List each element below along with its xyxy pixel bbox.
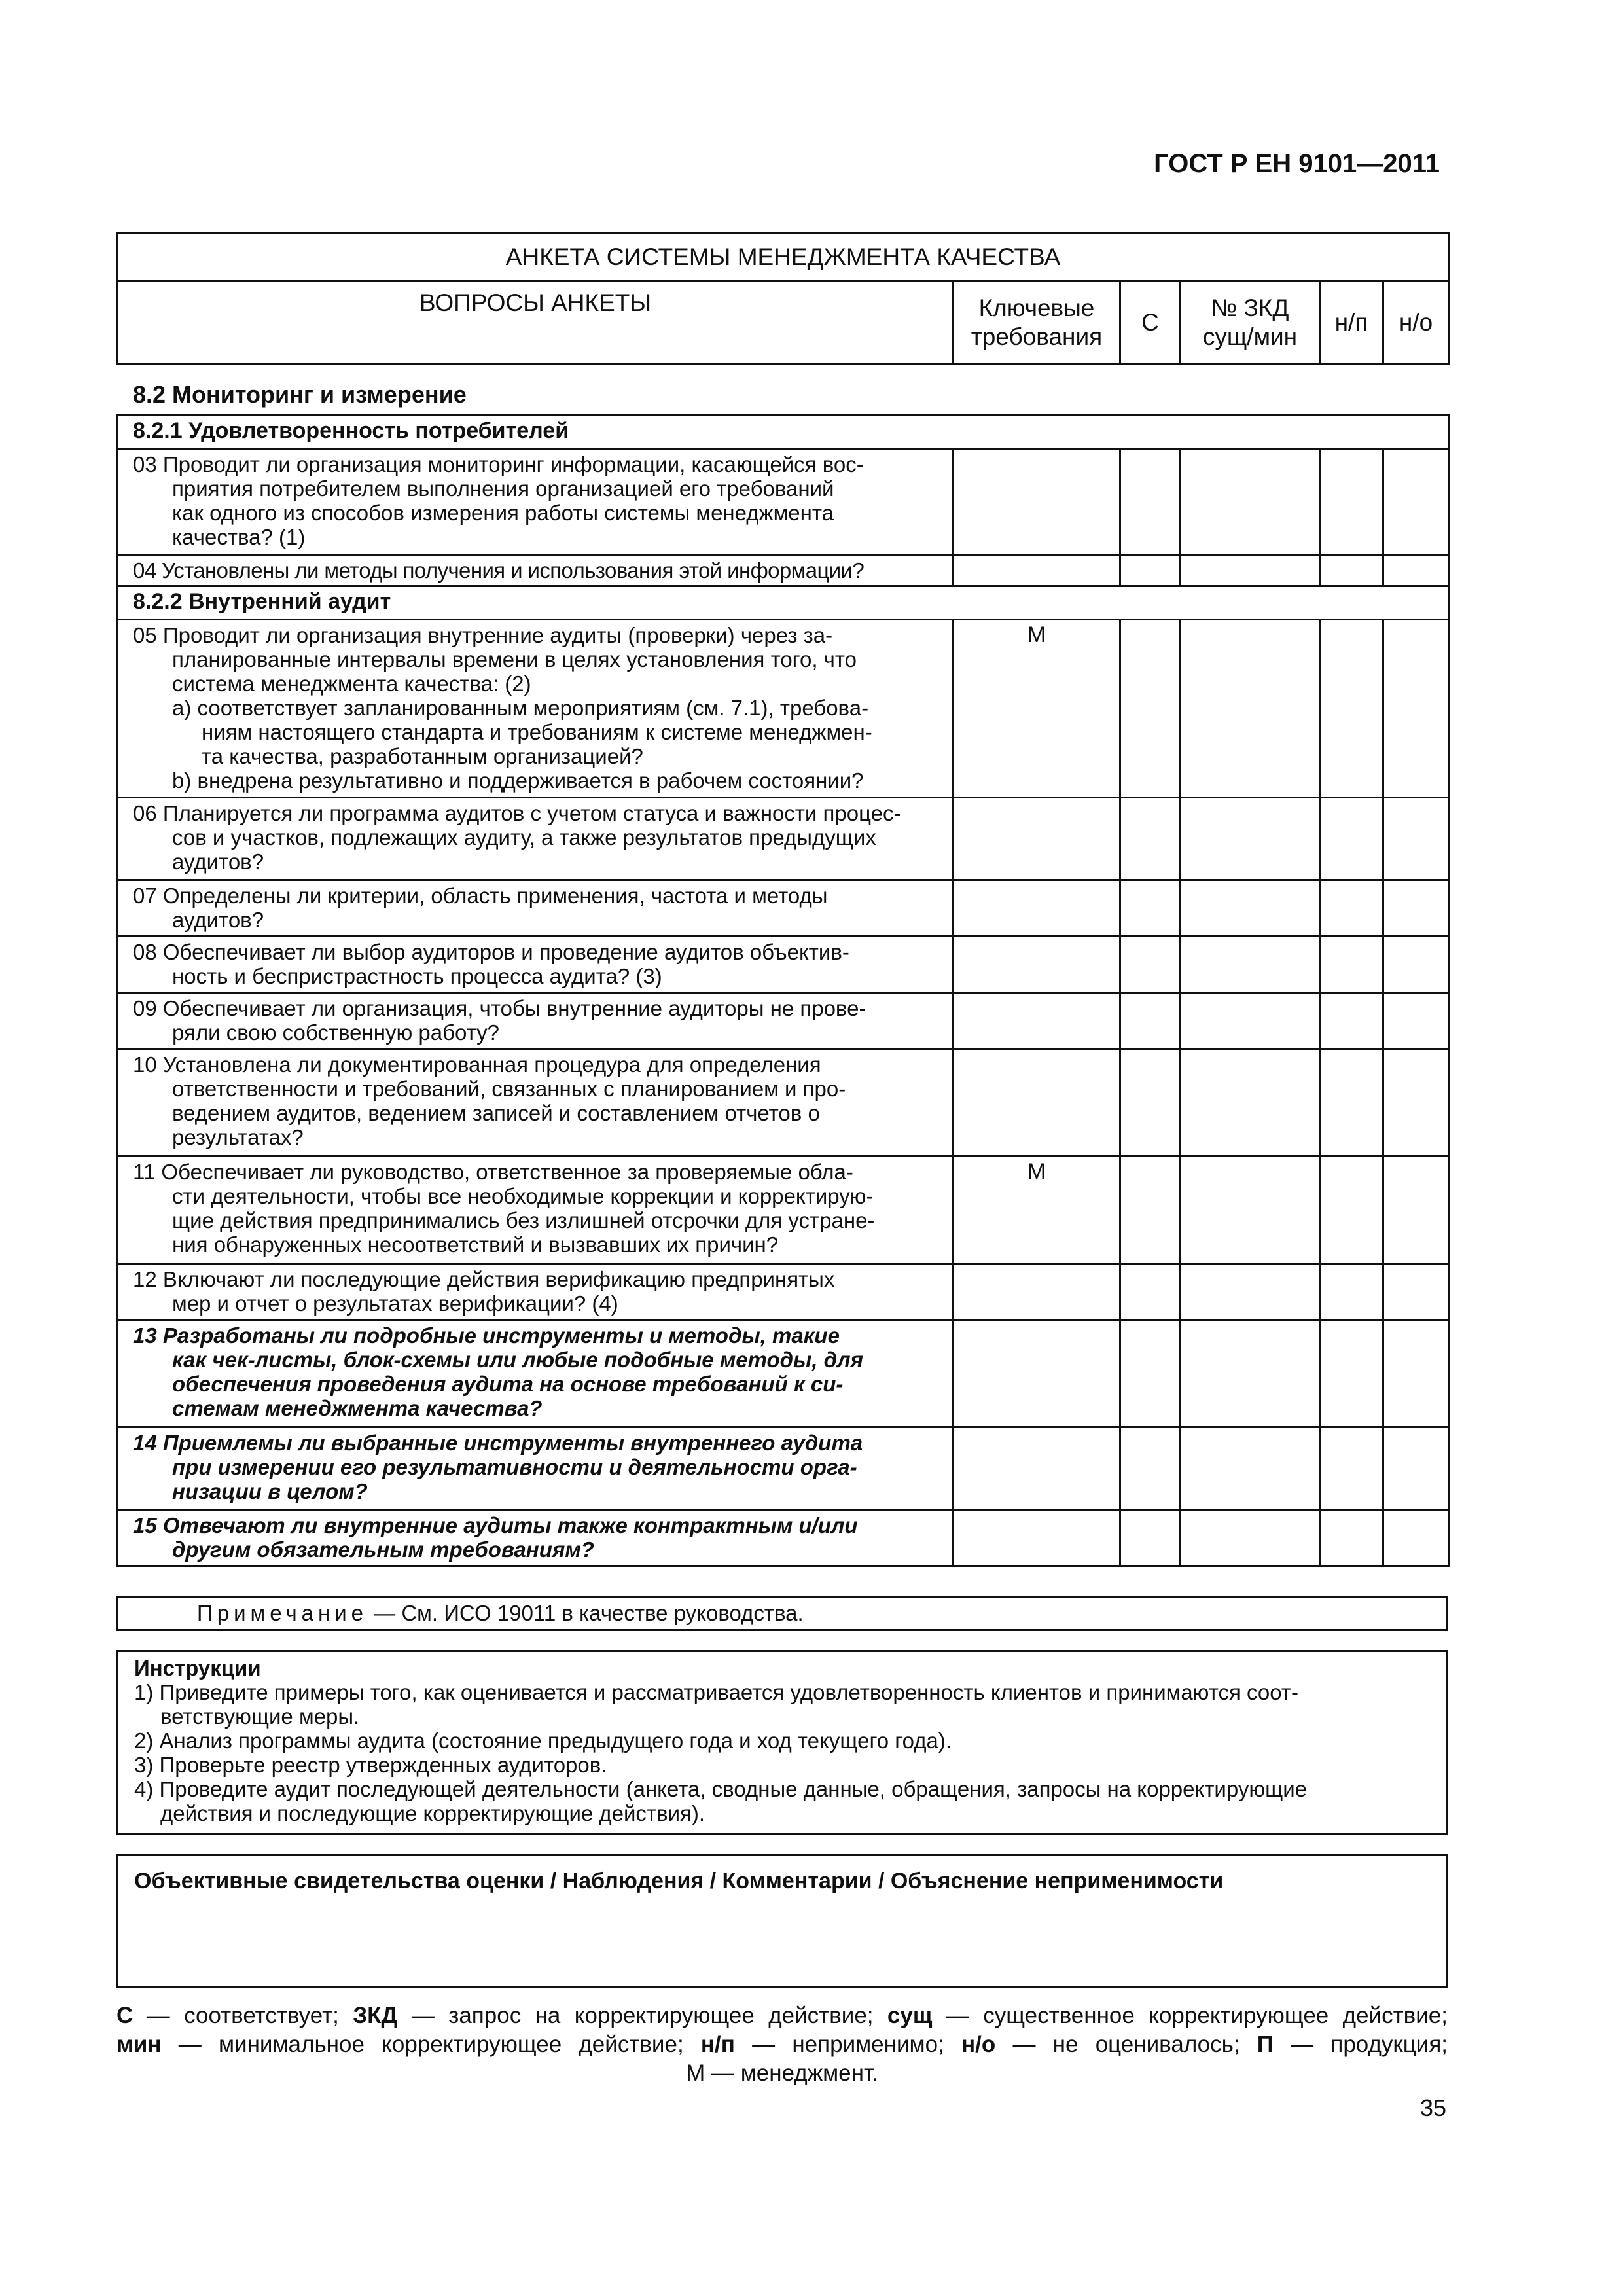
key-requirement-cell[interactable] <box>954 1049 1120 1157</box>
question-row <box>118 798 1449 880</box>
np-cell[interactable] <box>1320 1157 1383 1264</box>
question-row <box>118 1427 1449 1510</box>
key-requirement-cell[interactable] <box>954 555 1120 586</box>
zkd-cell[interactable] <box>1181 937 1320 993</box>
col-np: н/п <box>1320 281 1383 365</box>
no-cell[interactable] <box>1383 993 1449 1049</box>
question-text: 03 Проводит ли организация мониторинг информации, касающейся вос- приятия потребителем выполнения организацией его требований как одного из способов измерения работы системы менеджмента качества? (1) <box>118 449 954 555</box>
np-cell[interactable] <box>1320 620 1383 798</box>
question-text: 12 Включают ли последующие действия верификацию предпринятых мер и отчет о результатах верификации? (4) <box>118 1264 954 1320</box>
question-row <box>118 1264 1449 1320</box>
no-cell[interactable] <box>1383 880 1449 937</box>
c-cell[interactable] <box>1120 1510 1181 1566</box>
question-text: 07 Определены ли критерии, область применения, частота и методы аудитов? <box>118 880 954 937</box>
np-cell[interactable] <box>1320 1320 1383 1427</box>
subsection-title: 8.2.2 Внутренний аудит <box>118 586 1449 620</box>
col-key-requirements: Ключевые требования <box>954 281 1120 365</box>
question-row <box>118 555 1449 586</box>
note-label: Примечание <box>197 1601 368 1625</box>
evidence-box[interactable] <box>116 1854 1448 1988</box>
key-requirement-cell[interactable]: М <box>954 620 1120 798</box>
question-row <box>118 1157 1449 1264</box>
np-cell[interactable] <box>1320 555 1383 586</box>
col-c: С <box>1120 281 1181 365</box>
evidence-title: Объективные свидетельства оценки / Наблюдения / Комментарии / Объяснение неприменимости <box>134 1869 1224 1893</box>
question-text: 08 Обеспечивает ли выбор аудиторов и проведение аудитов объектив- ность и беспристрастность процесса аудита? (3) <box>118 937 954 993</box>
no-cell[interactable] <box>1383 1264 1449 1320</box>
question-text: 05 Проводит ли организация внутренние аудиты (проверки) через за- планированные интервалы времени в целях установления того, что система менеджмента качества: (2) a) соответствует запланированным мероприятиям (см. 7.1), требова- ниям настоящего стандарта и требованиям к системе менеджмен- та качества, разработанным организацией? b) внедрена результативно и поддерживается в рабочем состоянии? <box>118 620 954 798</box>
question-row <box>118 993 1449 1049</box>
col-no: н/о <box>1383 281 1449 365</box>
c-cell[interactable] <box>1120 449 1181 555</box>
questions-table <box>116 414 1450 1567</box>
question-text: 13 Разработаны ли подробные инструменты и методы, такие как чек-листы, блок-схемы или любые подобные методы, для обеспечения проведения аудита на основе требований к си- стемам менеджмента качества? <box>118 1320 954 1427</box>
instruction-item: 2) Анализ программы аудита (состояние предыдущего года и ход текущего года). <box>134 1729 952 1753</box>
question-text: 10 Установлена ли документированная процедура для определения ответственности и требований, связанных с планированием и про- ведением аудитов, ведением записей и составлением отчетов о результатах? <box>118 1049 954 1157</box>
c-cell[interactable] <box>1120 1049 1181 1157</box>
c-cell[interactable] <box>1120 1157 1181 1264</box>
question-row <box>118 937 1449 993</box>
no-cell[interactable] <box>1383 1320 1449 1427</box>
question-row <box>118 620 1449 798</box>
key-requirement-cell[interactable] <box>954 1320 1120 1427</box>
c-cell[interactable] <box>1120 993 1181 1049</box>
np-cell[interactable] <box>1320 937 1383 993</box>
np-cell[interactable] <box>1320 993 1383 1049</box>
note-box <box>116 1596 1448 1631</box>
question-text: 09 Обеспечивает ли организация, чтобы внутренние аудиторы не прове- ряли свою собственную работу? <box>118 993 954 1049</box>
instruction-item: 4) Проведите аудит последующей деятельности (анкета, сводные данные, обращения, запросы на корректирующие действия и последующие корректирующие действия). <box>134 1777 1308 1825</box>
form-header-table <box>116 232 1450 365</box>
no-cell[interactable] <box>1383 555 1449 586</box>
page-number: 35 <box>1419 2094 1446 2121</box>
zkd-cell[interactable] <box>1181 1427 1320 1510</box>
instructions-box <box>116 1650 1448 1835</box>
c-cell[interactable] <box>1120 555 1181 586</box>
c-cell[interactable] <box>1120 937 1181 993</box>
form-title: АНКЕТА СИСТЕМЫ МЕНЕДЖМЕНТА КАЧЕСТВА <box>118 234 1449 281</box>
question-row <box>118 1510 1449 1566</box>
key-requirement-cell[interactable] <box>954 1264 1120 1320</box>
no-cell[interactable] <box>1383 937 1449 993</box>
question-text: 04 Установлены ли методы получения и использования этой информации? <box>118 555 954 586</box>
question-text: 06 Планируется ли программа аудитов с учетом статуса и важности процес- сов и участков, подлежащих аудиту, а также результатов предыдущих аудитов? <box>118 798 954 880</box>
question-row <box>118 880 1449 937</box>
zkd-cell[interactable] <box>1181 993 1320 1049</box>
instruction-item: 3) Проверьте реестр утвержденных аудиторов. <box>134 1753 607 1777</box>
subsection-row <box>118 416 1449 449</box>
subsection-title: 8.2.1 Удовлетворенность потребителей <box>118 416 1449 449</box>
question-row <box>118 1320 1449 1427</box>
legend: С — соответствует; ЗКД — запрос на корректирующее действие; сущ — существенное корректирующее действие; мин — минимальное корректирующее действие; н/п — неприменимо; н/о — не оценивалось; П — продукция; М — менеджмент. <box>116 2003 1448 2086</box>
no-cell[interactable] <box>1383 1427 1449 1510</box>
key-requirement-cell[interactable] <box>954 880 1120 937</box>
np-cell[interactable] <box>1320 880 1383 937</box>
np-cell[interactable] <box>1320 1264 1383 1320</box>
instructions-title: Инструкции <box>134 1656 261 1680</box>
no-cell[interactable] <box>1383 1049 1449 1157</box>
no-cell[interactable] <box>1383 1157 1449 1264</box>
zkd-cell[interactable] <box>1181 880 1320 937</box>
no-cell[interactable] <box>1383 798 1449 880</box>
key-requirement-cell[interactable] <box>954 449 1120 555</box>
no-cell[interactable] <box>1383 1510 1449 1566</box>
zkd-cell[interactable] <box>1181 1320 1320 1427</box>
col-zkd: № ЗКД сущ/мин <box>1181 281 1320 365</box>
question-text: 14 Приемлемы ли выбранные инструменты внутреннего аудита при измерении его результативности и деятельности орга- низации в целом? <box>118 1427 954 1510</box>
key-requirement-cell[interactable]: М <box>954 1157 1120 1264</box>
key-requirement-cell[interactable] <box>954 1510 1120 1566</box>
np-cell[interactable] <box>1320 449 1383 555</box>
np-cell[interactable] <box>1320 1427 1383 1510</box>
c-cell[interactable] <box>1120 880 1181 937</box>
c-cell[interactable] <box>1120 1264 1181 1320</box>
section-title: 8.2 Мониторинг и измерение <box>133 381 467 408</box>
col-questions: ВОПРОСЫ АНКЕТЫ <box>118 281 954 365</box>
question-row <box>118 1049 1449 1157</box>
zkd-cell[interactable] <box>1181 1264 1320 1320</box>
key-requirement-cell[interactable] <box>954 1427 1120 1510</box>
document-code: ГОСТ Р ЕН 9101—2011 <box>1154 149 1440 178</box>
note-text: — См. ИСО 19011 в качестве руководства. <box>368 1601 804 1625</box>
no-cell[interactable] <box>1383 449 1449 555</box>
subsection-row <box>118 586 1449 620</box>
key-requirement-cell[interactable] <box>954 798 1120 880</box>
zkd-cell[interactable] <box>1181 1510 1320 1566</box>
c-cell[interactable] <box>1120 1427 1181 1510</box>
instruction-item: 1) Приведите примеры того, как оценивается и рассматривается удовлетворенность клиентов и принимаются соот- ветствующие меры. <box>134 1680 1298 1729</box>
np-cell[interactable] <box>1320 798 1383 880</box>
zkd-cell[interactable] <box>1181 449 1320 555</box>
key-requirement-cell[interactable] <box>954 937 1120 993</box>
zkd-cell[interactable] <box>1181 620 1320 798</box>
c-cell[interactable] <box>1120 798 1181 880</box>
no-cell[interactable] <box>1383 620 1449 798</box>
question-row <box>118 449 1449 555</box>
zkd-cell[interactable] <box>1181 1157 1320 1264</box>
key-requirement-cell[interactable] <box>954 993 1120 1049</box>
zkd-cell[interactable] <box>1181 798 1320 880</box>
np-cell[interactable] <box>1320 1049 1383 1157</box>
question-text: 15 Отвечают ли внутренние аудиты также контрактным и/или другим обязательным требованиям? <box>118 1510 954 1566</box>
zkd-cell[interactable] <box>1181 1049 1320 1157</box>
question-text: 11 Обеспечивает ли руководство, ответственное за проверяемые обла- сти деятельности, чтобы все необходимые коррекции и корректирую- щие действия предпринимались без излишней отсрочки для устране- ния обнаруженных несоответствий и вызвавших их причин? <box>118 1157 954 1264</box>
c-cell[interactable] <box>1120 1320 1181 1427</box>
zkd-cell[interactable] <box>1181 555 1320 586</box>
c-cell[interactable] <box>1120 620 1181 798</box>
np-cell[interactable] <box>1320 1510 1383 1566</box>
